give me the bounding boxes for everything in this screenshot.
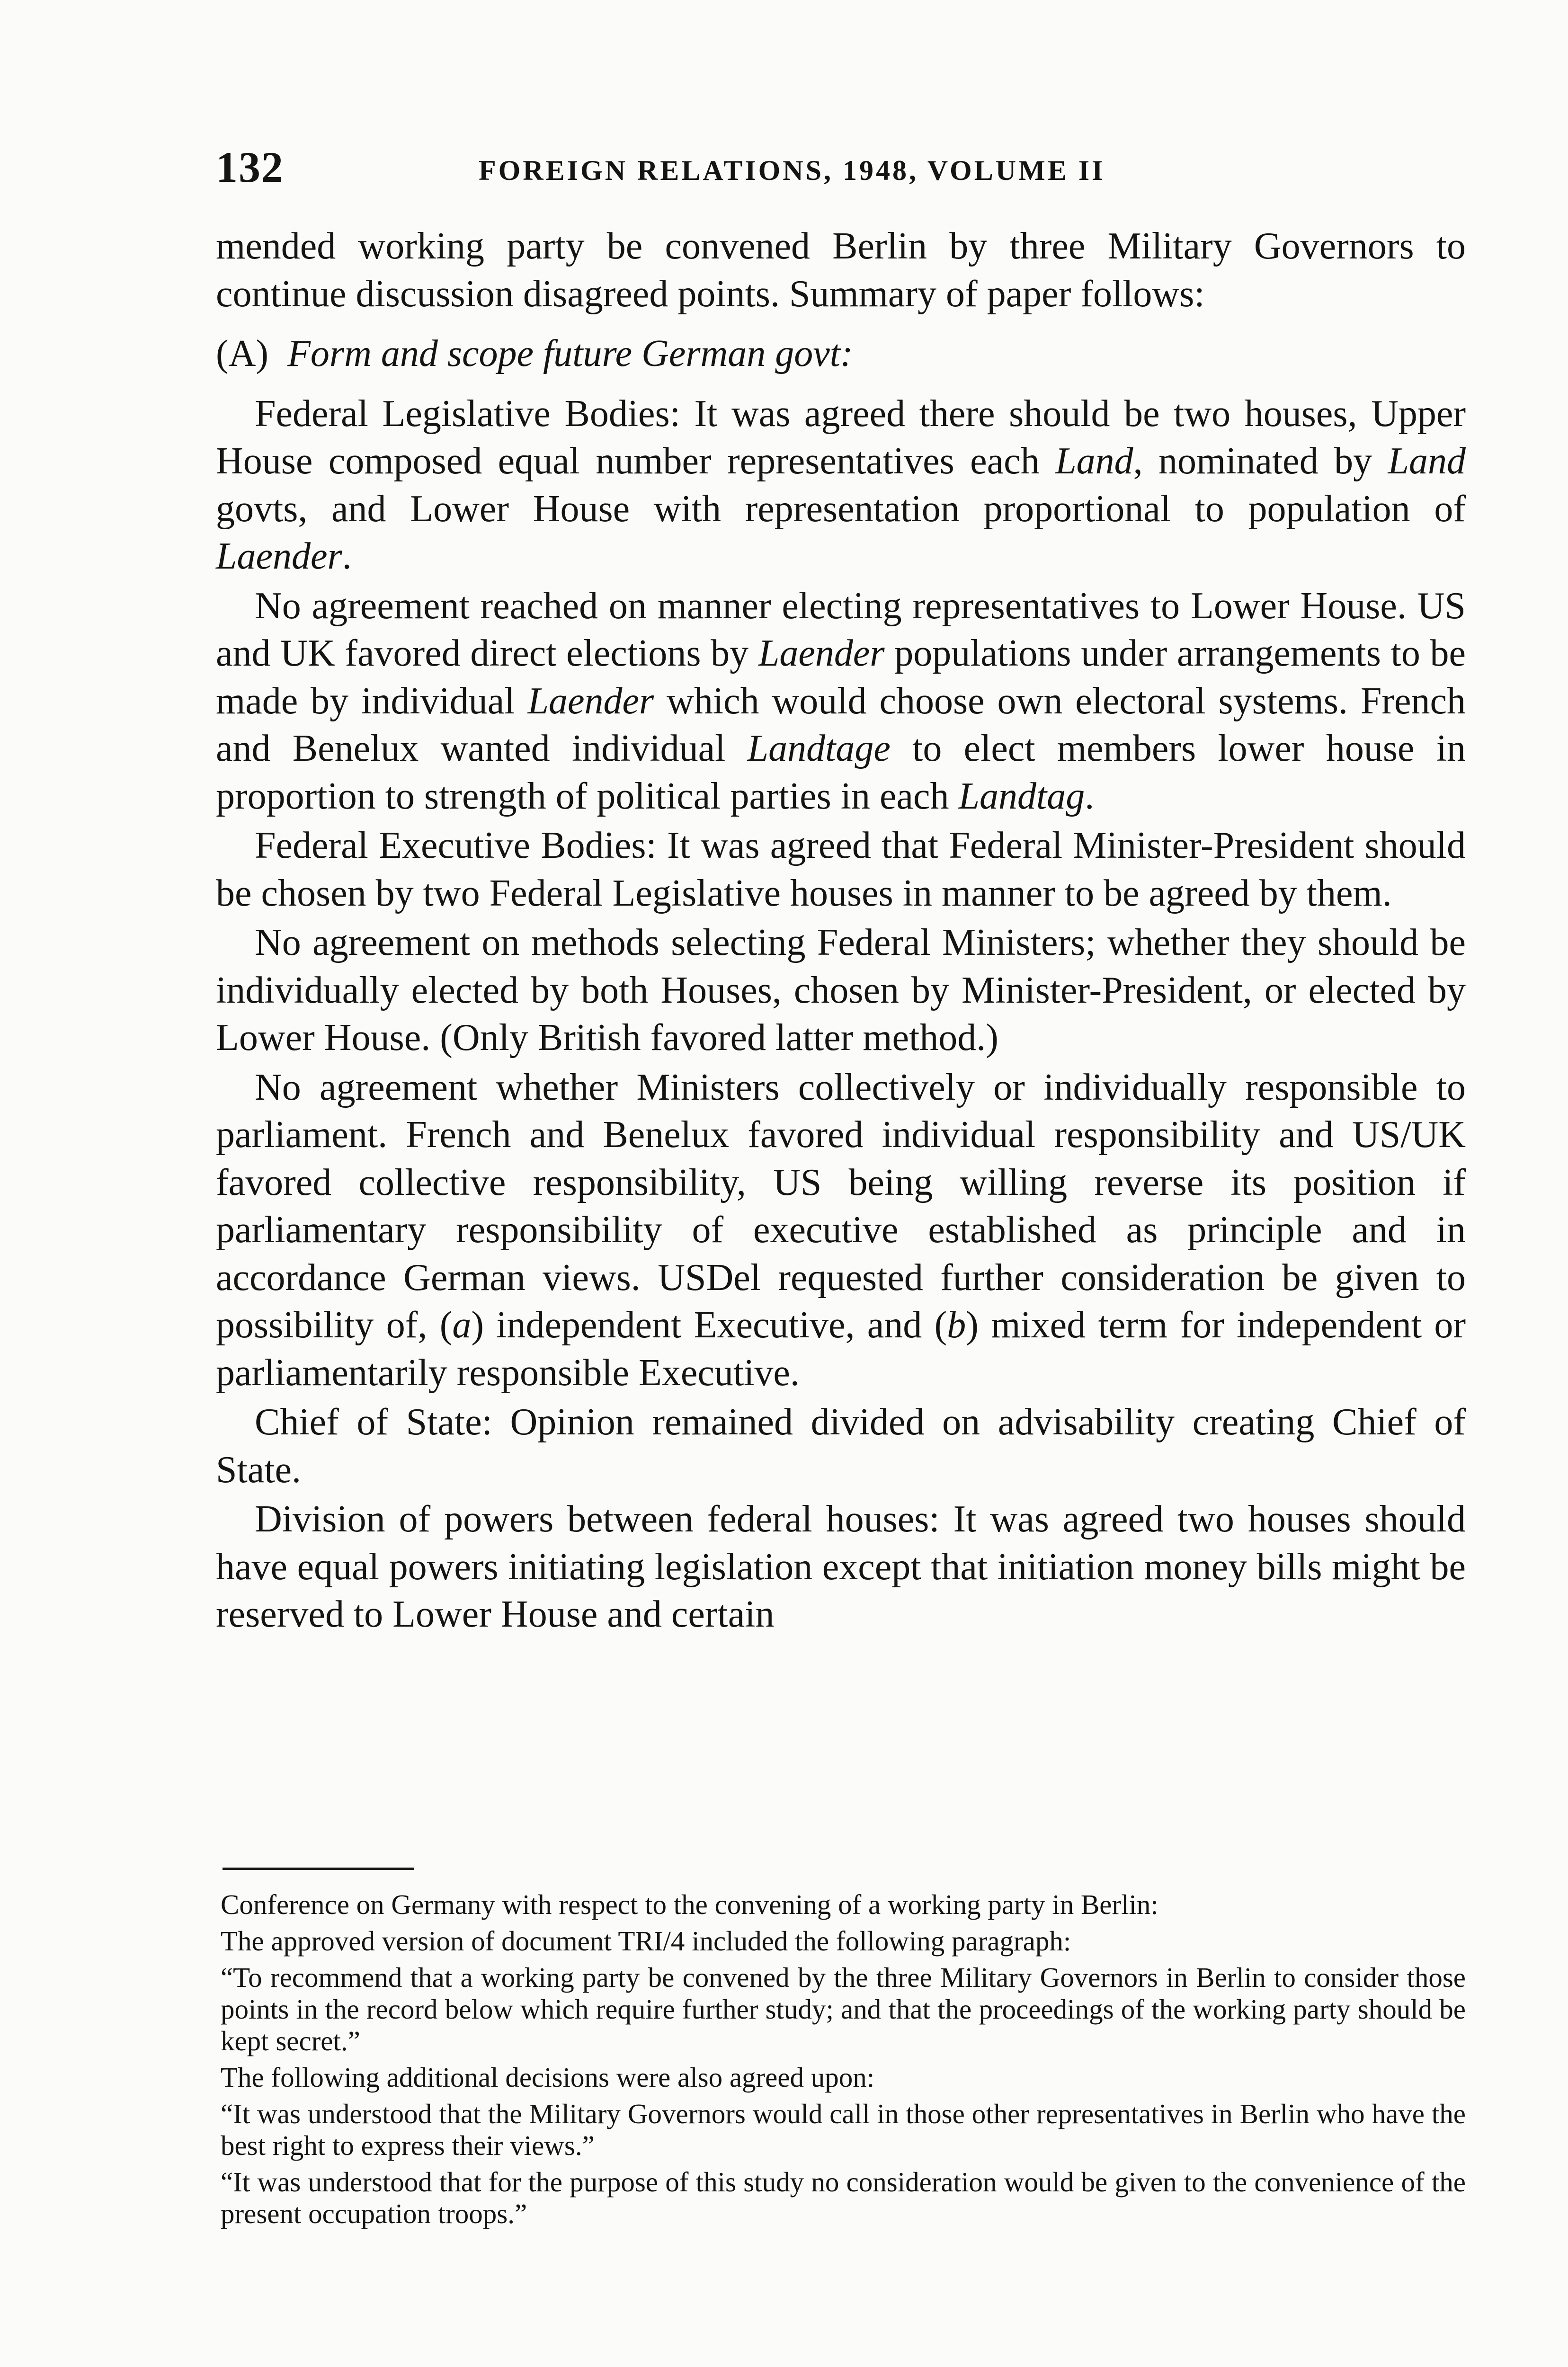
section-label: (A) [216,333,269,374]
paragraph-text: Division of powers between federal houses: It was agreed two houses should have equal powers initiating legislation except that initiation money bills might be reserved to Lower House and certain [216,1498,1466,1635]
page-header [216,142,1466,199]
italic-term: Laender [527,680,654,722]
footnote-quote: “To recommend that a working party be convened by the three Military Governors in Berlin to consider those points in the record below which require further study; and that the proceedings of the working party should be kept secret.” [221,1962,1466,2056]
section-title: Form and scope future German govt: [287,333,853,374]
paragraph-text: Federal Executive Bodies: It was agreed that Federal Minister-President should be chosen by two Federal Legislative houses in manner to be agreed by them. [216,825,1466,914]
footnote-quote: “It was understood that for the purpose of this study no consideration would be given to the convenience of the present occupation troops.” [221,2166,1466,2229]
body-text [216,222,1466,1640]
paragraph-federal-executive-bodies [216,822,1466,917]
paragraph-chief-of-state [216,1398,1466,1494]
paragraph-text: Chief of State: Opinion remained divided on advisability creating Chief of State. [216,1401,1466,1491]
italic-letter: b [947,1304,966,1346]
paragraph-text: ) mixed term for independent or parliamentarily responsible Executive. [216,1304,1466,1394]
italic-term: Land [1388,440,1466,482]
paragraph-text: Federal Legislative Bodies: It was agreed there should be two houses, Upper House composed equal number representatives each [216,392,1466,482]
paragraph-ministerial-responsibility [216,1064,1466,1397]
paragraph-text: mended working party be convened Berlin by three Military Governors to continue discussion disagreed points. Summary of paper follows: [216,225,1466,315]
italic-letter: a [452,1304,472,1346]
paragraph-text: No agreement on methods selecting Federal Ministers; whether they should be individually elected by both Houses, chosen by Minister-President, or elected by Lower House. (Only British favored latter method.) [216,922,1466,1059]
paragraph-text: No agreement whether Ministers collectively or individually responsible to parliament. French and Benelux favored individual responsibility and US/UK favored collective responsibility, US being willing reverse its position if parliamentary responsibility of executive established as principle and in accordance German views. USDel requested further consideration be given to possibility of, ( [216,1066,1466,1346]
paragraph-text: , nominated by [1133,440,1388,482]
paragraph-text: ) independent Executive, and ( [471,1304,947,1346]
paragraph-text: govts, and Lower House with representation proportional to population of [216,488,1466,530]
paragraph-text: . [342,535,352,577]
italic-term: Laender [758,632,885,674]
italic-term: Land [1055,440,1133,482]
footnote-divider [223,1868,414,1870]
footnote-line: The following additional decisions were also agreed upon: [221,2062,875,2093]
footnote-line: Conference on Germany with respect to the convening of a working party in Berlin: [221,1889,1158,1920]
paragraph-text: which would choose own electoral systems. French and Benelux wanted individual [216,680,1466,769]
italic-term: Landtag [958,775,1085,817]
paragraph-text: populations under arrangements to be made by individual [216,632,1466,722]
section-heading [216,330,1466,378]
paragraph-lower-house-elections [216,582,1466,820]
paragraph-federal-ministers [216,919,1466,1062]
footnotes [221,1889,1466,2234]
paragraph-federal-legislative-bodies [216,390,1466,580]
italic-term: Laender [216,535,342,577]
italic-term: Landtage [747,728,891,769]
page-number: 132 [216,143,284,191]
paragraph-text: No agreement reached on manner electing representatives to Lower House. US and UK favored direct elections by [216,585,1466,674]
paragraph-continuation [216,222,1466,318]
running-head: FOREIGN RELATIONS, 1948, VOLUME II [479,155,1105,186]
footnote-quote: “It was understood that the Military Governors would call in those other representatives in Berlin who have the best right to express their views.” [221,2098,1466,2161]
footnote-line: The approved version of document TRI/4 included the following paragraph: [221,1925,1071,1957]
paragraph-text: . [1085,775,1095,817]
paragraph-division-of-powers [216,1495,1466,1638]
paragraph-text: to elect members lower house in proportion to strength of political parties in each [216,728,1466,817]
